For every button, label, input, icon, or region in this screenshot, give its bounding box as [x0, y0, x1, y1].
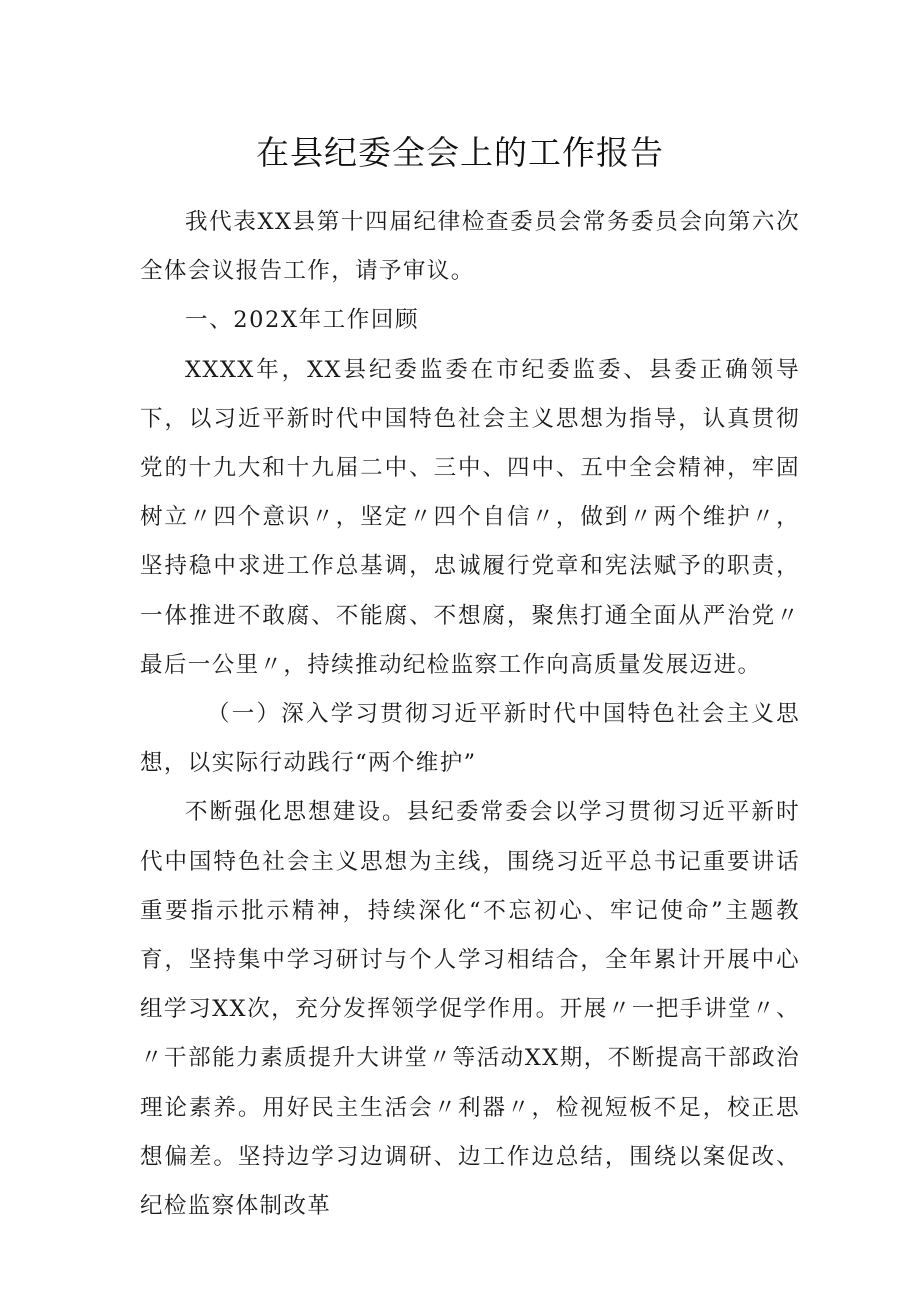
document-body — [140, 198, 800, 1231]
thought-building-paragraph: 不断强化思想建设。县纪委常委会以学习贯彻习近平新时代中国特色社会主义思想为主线，围绕习近平总书记重要讲话重要指示批示精神，持续深化“不忘初心、牢记使命”主题教育，坚持集中学习研讨与个人学习相结合，全年累计开展中心组学习XX次，充分发挥领学促学作用。开展〃一把手讲堂〃、〃干部能力素质提升大讲堂〃等活动XX期，不断提高干部政治理论素养。用好民主生活会〃利器〃，检视短板不足，校正思想偏差。坚持边学习边调研、边工作边总结，围绕以案促改、纪检监察体制改革 — [140, 799, 800, 1220]
document-title: 在县纪委全会上的工作报告 — [256, 133, 664, 172]
section-heading: 一、202X年工作回顾 — [185, 307, 420, 334]
intro-paragraph: 我代表XX县第十四届纪律检查委员会常务委员会向第六次全体会议报告工作，请予审议。 — [140, 209, 800, 285]
review-paragraph: XXXX年，XX县纪委监委在市纪委监委、县委正确领导下，以习近平新时代中国特色社会主义思想为指导，认真贯彻党的十九大和十九届二中、三中、四中、五中全会精神，牢固树立〃四个意识〃，坚定〃四个自信〃，做到〃两个维护〃，坚持稳中求进工作总基调，忠诚履行党章和宪法赋予的职责，一体推进不敢腐、不能腐、不想腐，聚焦打通全面从严治党〃最后一公里〃，持续推动纪检监察工作向高质量发展迈进。 — [140, 356, 800, 678]
subsection-heading: （一）深入学习贯彻习近平新时代中国特色社会主义思想，以实际行动践行“两个维护” — [140, 701, 800, 777]
